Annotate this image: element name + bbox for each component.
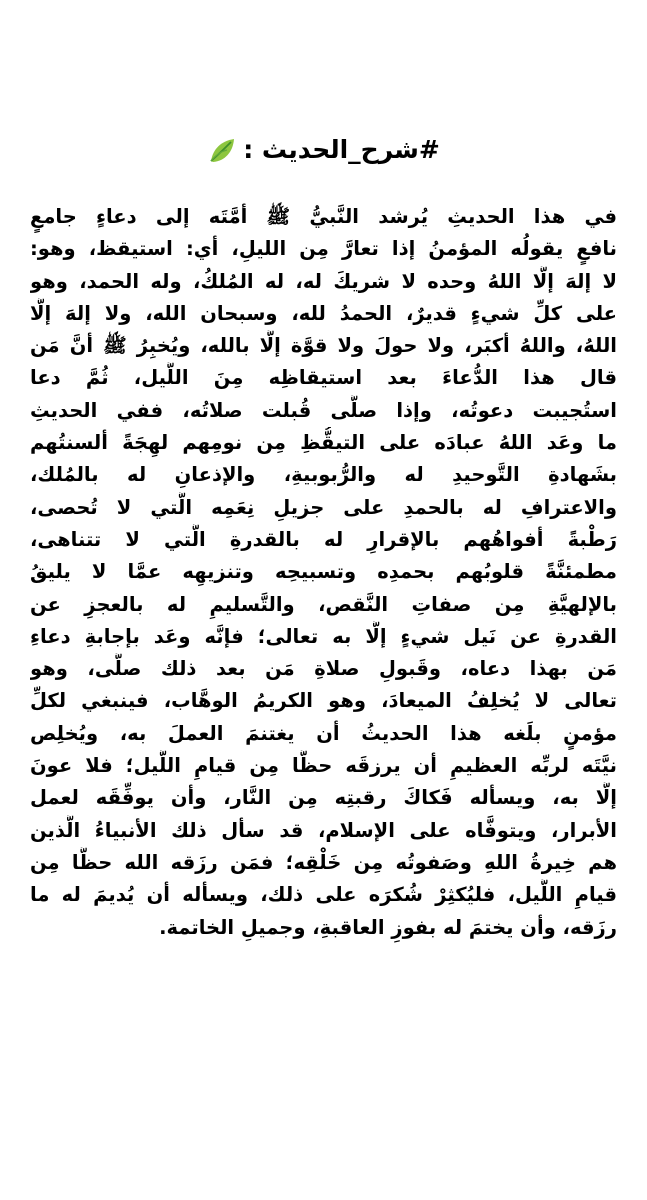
- text-line: مطمئنَّةً قلوبُهم بحمدِه وتسبيحِه وتنزيهِه عمَّا لا يليقُ: [30, 560, 617, 584]
- text-line: استُجيبت دعوتُه، وإذا صلَّى قُبلت صلاتُه، ففي الحديثِ: [30, 398, 617, 422]
- text-line: نيَّتَه لربِّه العظيمِ أن يرزقَه حظًّا مِن قيامِ اللَّيل؛ فلا عونَ: [30, 754, 617, 778]
- text-line: بشَهادةِ التَّوحيدِ له والرُّبوبيةِ، والإذعانِ له بالمُلك،: [30, 463, 617, 487]
- text-line: ما وعَد اللهُ عبادَه على التيقُّظِ مِن نومِهم لهِجَةً ألسنتُهم: [30, 431, 617, 455]
- text-line: مَن بهذا دعاه، وقَبولِ صلاةِ مَن بعد ذلك صلَّى، وهو: [30, 657, 617, 681]
- text-line: نافعٍ يقولُه المؤمنُ إذا تعارَّ مِن الليلِ، أي: استيقظ، وهو:: [30, 237, 617, 261]
- hadith-explanation: [30, 201, 617, 944]
- text-line: إلَّا به، ويسأله فَكاكَ رقبتِه مِن النَّار، وأن يوفِّقَه لعمل: [30, 786, 617, 810]
- text-line: في هذا الحديثِ يُرشد النَّبيُّ ﷺ أمَّتَه إلى دعاءٍ جامعٍ: [30, 205, 617, 228]
- text-line: بالإلهيَّةِ مِن صفاتِ النَّقص، والتَّسليمِ له بالعجزِ عن: [30, 592, 617, 616]
- text-line: رَطْبةً أفواهُهم بالإقرارِ له بالقدرةِ الَّتي لا تتناهى،: [30, 527, 617, 551]
- leaf-icon: [207, 136, 237, 166]
- text-line: رزَقه، وأن يختمَ له بفوزِ العاقبةِ، وجميلِ الخاتمة.: [159, 915, 617, 939]
- text-line: الأبرار، ويتوفَّاه على الإسلام، قد سأل ذلك الأنبياءُ الَّذين: [30, 818, 617, 842]
- page-title: [0, 128, 647, 172]
- text-line: هم خِيرةُ اللهِ وصَفوتُه مِن خَلْقِه؛ فمَن رزَقه الله حظًّا مِن: [30, 850, 617, 874]
- text-line: القدرةِ عن نَيل شيءٍ إلَّا به تعالى؛ فإنَّه وعَد بإجابةِ دعاءِ: [30, 624, 617, 648]
- text-line: قال هذا الدُّعاءَ بعد استيقاظِه مِنَ اللَّيل، ثُمَّ دعا: [30, 366, 617, 390]
- text-line: مؤمنٍ بلَغه هذا الحديثُ أن يغتنمَ العملَ به، ويُخلِص: [30, 721, 617, 745]
- title-text: #شرح_الحديث :: [243, 135, 440, 164]
- text-line: اللهُ، واللهُ أكبَر، ولا حولَ ولا قوَّة إلَّا بالله، ويُخبِرُ ﷺ أنَّ مَن: [30, 334, 617, 358]
- text-line: على كلِّ شيءٍ قديرٌ، الحمدُ لله، وسبحان الله، ولا إلهَ إلَّا: [30, 301, 617, 325]
- text-line: تعالى لا يُخلِفُ الميعادَ، وهو الكريمُ الوهَّاب، فينبغي لكلِّ: [30, 689, 617, 713]
- text-line: قيامِ اللَّيل، فليُكثِرْ شُكرَه على ذلك، ويسأله أن يُديمَ له ما: [30, 883, 617, 907]
- text-line: لا إلهَ إلَّا اللهُ وحده لا شريكَ له، له المُلكُ، وله الحمد، وهو: [30, 269, 617, 293]
- text-line: والاعترافِ له بالحمدِ على جزيلِ نِعَمِه الَّتي لا تُحصى،: [30, 495, 617, 519]
